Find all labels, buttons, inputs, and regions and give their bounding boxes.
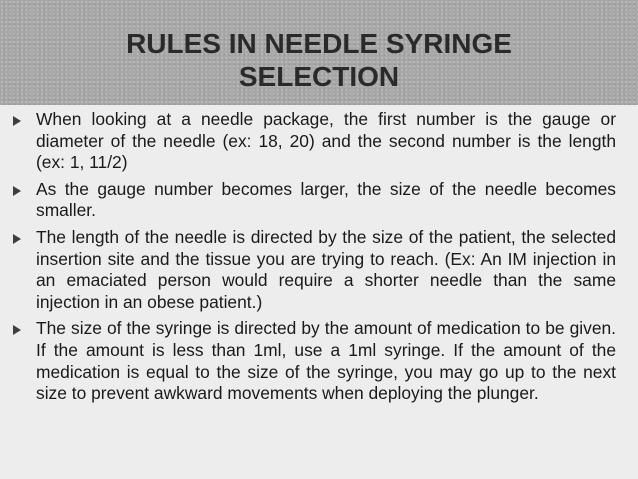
bullet-item — [0, 227, 638, 313]
slide-title-line-1: RULES IN NEEDLE SYRINGE — [126, 28, 512, 59]
bullet-text: The length of the needle is directed by the size of the patient, the selected insertion site and the tissue you are trying to reach. (Ex: An IM injection in an emaciated person would require a shorter needle than the same injection in an obese patient.) — [36, 226, 616, 312]
triangle-right-icon — [13, 186, 21, 196]
title-band — [0, 0, 638, 105]
triangle-right-icon — [13, 234, 21, 244]
triangle-right-icon — [13, 325, 21, 335]
bullet-item — [0, 179, 638, 222]
slide-title-line-2: SELECTION — [238, 61, 400, 92]
slide-title — [0, 27, 638, 93]
triangle-right-icon — [13, 116, 21, 126]
bullet-item — [0, 109, 638, 174]
bullet-text: As the gauge number becomes larger, the size of the needle becomes smaller. — [36, 178, 616, 221]
bullet-text: When looking at a needle package, the first number is the gauge or diameter of the needle (ex: 18, 20) and the second number is the length (ex: 1, 11/2) — [36, 109, 616, 173]
bullet-text: The size of the syringe is directed by the amount of medication to be given. If the amount is less than 1ml, use a 1ml syringe. If the amount of the medication is equal to the size of the syringe, you may go up to the next size to prevent awkward movements when deploying the plunger. — [36, 318, 616, 404]
bullet-list — [0, 109, 638, 410]
bullet-item — [0, 318, 638, 404]
